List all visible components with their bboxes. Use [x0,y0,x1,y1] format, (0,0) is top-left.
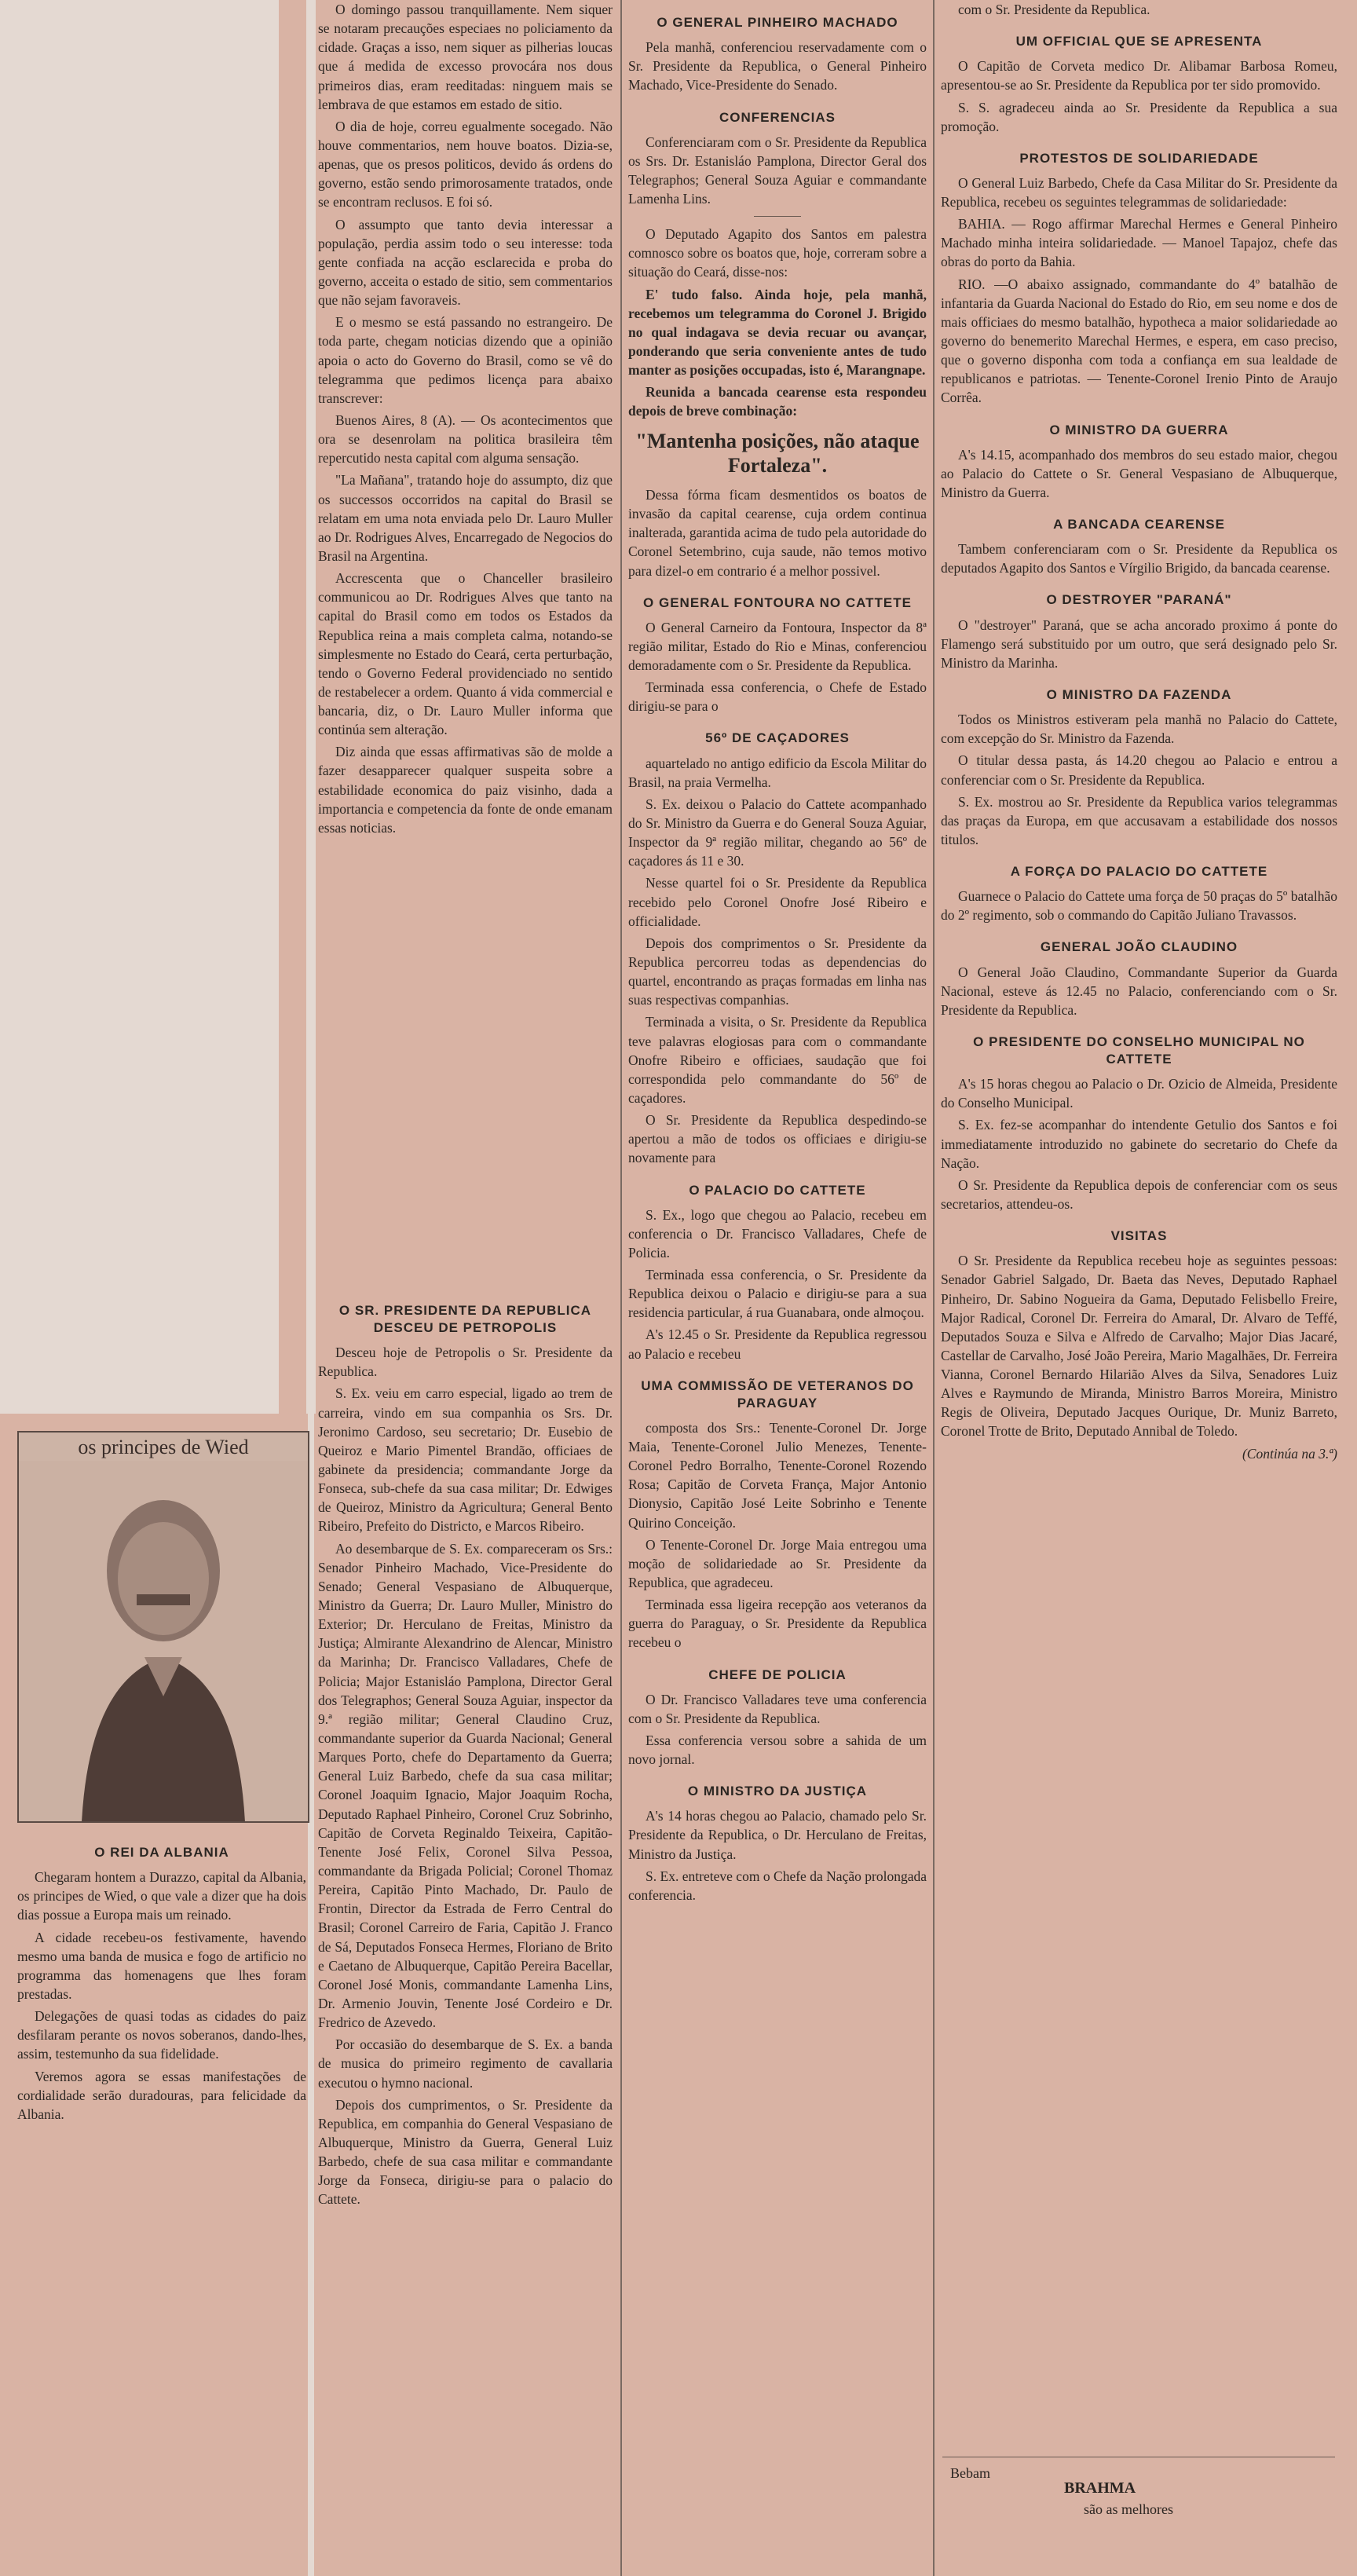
paragraph: O General Luiz Barbedo, Chefe da Casa Militar do Sr. Presidente da Republica, recebeu os seguintes telegrammas de solidariedade: [941,174,1337,210]
paragraph: O Sr. Presidente da Republica despedindo-se apertou a mão de todos os officiaes e dirigiu-se novamente para [628,1112,927,1166]
paragraph: S. Ex. fez-se acompanhar do intendente Getulio dos Santos e foi immediatamente introduzido no gabinete do secretario do Chefe da Nação. [941,1117,1337,1171]
headline-56: 56º DE CAÇADORES [705,730,850,746]
headline-albania: O REI DA ALBANIA [94,1845,229,1860]
paragraph: E' tudo falso. Ainda hoje, pela manhã, recebemos um telegramma do Coronel J. Brigido no qual indagava se devia recuar ou avançar, ponderando que seria conveniente antes de tudo manter as posições occupadas, isto é, Marangnape. [628,286,927,379]
paragraph: O Tenente-Coronel Dr. Jorge Maia entregou uma moção de solidariedade ao Sr. Presidente da Republica, que agradeceu. [628,1536,927,1591]
headline-conferencias: CONFERENCIAS [719,109,836,125]
paragraph: "La Mañana", tratando hoje do assumpto, diz que os successos occorridos na capital do Brasil se relatam em uma nota enviada pelo Dr. Lauro Muller ao Dr. Rodrigues Alves, Encarregado de Negocios do Brasil na Argentina. [318,472,613,564]
headline-claudino: GENERAL JOÃO CLAUDINO [1040,939,1238,955]
headline-petropolis: O SR. PRESIDENTE DA REPUBLICA DESCEU DE PETROPOLIS [338,1303,592,1336]
paragraph: Depois dos comprimentos o Sr. Presidente da Republica percorreu todas as dependencias do quartel, encontrando as praças formadas em linha nas suas respectivas companhias. [628,935,927,1008]
paragraph: composta dos Srs.: Tenente-Coronel Dr. Jorge Maia, Tenente-Coronel Julio Menezes, Tenente-Coronel Pedro Borralho, Tenente-Coronel Rozendo Rosa; Capitão de Corveta França, Major Antonio Dionysio, Capitão José Leite Sobrinho e Tenente Quirino Conceição. [628,1419,927,1531]
paragraph: BAHIA. — Rogo affirmar Marechal Hermes e General Pinheiro Machado minha inteira solidariedade. — Manoel Tapajoz, chefe das obras do porto da Bahia. [941,216,1337,270]
paragraph: Delegações de quasi todas as cidades do paiz desfilaram perante os novos soberanos, dando-lhes, assim, testemunho da sua fidelidade. [17,2008,306,2062]
portrait-image [19,1461,308,1822]
paragraph: Essa conferencia versou sobre a sahida de um novo jornal. [628,1732,927,1768]
photo-caption-top: os principes de Wied [78,1436,249,1458]
headline-protestos: PROTESTOS DE SOLIDARIEDADE [1019,150,1259,166]
paragraph: O Dr. Francisco Valladares teve uma conferencia com o Sr. Presidente da Republica. [628,1691,927,1726]
ad-tail: são as melhores [1084,2501,1173,2517]
quote: "Mantenha posições, não ataque Fortaleza". [635,429,920,477]
headline-guerra: O MINISTRO DA GUERRA [1049,422,1229,437]
headline-veteranos: UMA COMMISSÃO DE VETERANOS DO PARAGUAY [641,1378,914,1411]
paragraph: Tambem conferenciaram com o Sr. Presidente da Republica os deputados Agapito dos Santos e Vírgilio Brigido, da bancada cearense. [941,541,1337,576]
paragraph: S. Ex. mostrou ao Sr. Presidente da Republica varios telegrammas das praças da Europa, em que accusavam a estabilidade dos nossos titulos. [941,793,1337,847]
headline-pinheiro: O GENERAL PINHEIRO MACHADO [657,15,898,30]
paragraph: Terminada essa conferencia, o Sr. Presidente da Republica deixou o Palacio e dirigiu-se para a sua residencia particular, á rua Guanabara, onde almoçou. [628,1267,927,1321]
paragraph: S. Ex. veiu em carro especial, ligado ao trem de carreira, vindo em sua companhia os Srs. Dr. Jeronimo Cardoso, seu secretario; Dr. Eusebio de Queiroz e Mario Pimentel Brandão, officiaes de gabinete da presidencia; commandante Jorge da Fonseca, sub-chefe da sua casa militar; Dr. Edwiges de Queiroz, Ministro da Agricultura; General Bento Ribeiro, Prefeito do Districto, e Marcos Ribeiro. [318,1385,613,1535]
paragraph: O titular dessa pasta, ás 14.20 chegou ao Palacio e entrou a conferenciar com o Sr. Presidente da Republica. [941,752,1337,788]
paragraph: Desceu hoje de Petropolis o Sr. Presidente da Republica. [318,1345,613,1380]
paragraph: A's 12.45 o Sr. Presidente da Republica regressou ao Palacio e recebeu [628,1326,927,1362]
headline-destroyer: O DESTROYER "PARANÁ" [1046,592,1232,608]
column-4 [941,0,1337,2450]
paragraph: O Deputado Agapito dos Santos em palestra comnosco sobre os boatos que, hoje, correram sobre a situação do Ceará, disse-nos: [628,226,927,280]
paragraph: Guarnece o Palacio do Cattete uma força de 50 praças do 5º batalhão do 2º regimento, sob o commando do Capitão Juliano Travassos. [941,888,1337,924]
column-2-petropolis [318,1288,613,2576]
paper-strip-1-top [279,0,310,1414]
paragraph: A cidade recebeu-os festivamente, havendo mesmo uma banda de musica e fogo de artificio no programma das homenagens que lhes foram prestadas. [17,1929,306,2002]
continued-note: (Continúa na 3.ª) [1242,1445,1337,1462]
paragraph: Terminada a visita, o Sr. Presidente da Republica teve palavras elogiosas para com o commandante Onofre Ribeiro e officiaes, saudação que foi correspondida pelo commandante do 56º de caçadores. [628,1014,927,1106]
paragraph: Chegaram hontem a Durazzo, capital da Albania, os principes de Wied, o que vale a dizer que ha dois dias possue a Europa mais um reinado. [17,1869,306,1923]
paragraph: Terminada essa ligeira recepção aos veteranos da guerra do Paraguay, o Sr. Presidente da Republica recebeu o [628,1597,927,1651]
paragraph: O Sr. Presidente da Republica depois de conferenciar com os seus secretarios, attendeu-os. [941,1176,1337,1212]
paragraph: Por occasião do desembarque de S. Ex. a banda de musica do primeiro regimento de cavallaria executou o hymno nacional. [318,2036,613,2091]
paragraph: O dia de hoje, correu egualmente socegado. Não houve commentarios, nem houve boatos. Dizia-se, apenas, que os presos politicos, devido ás ordens do governo, estão sendo primorosamente tratados, onde se encontram reclusos. E foi só. [318,118,613,210]
paragraph: Reunida a bancada cearense esta respondeu depois de breve combinação: [628,384,927,419]
headline-chefe: CHEFE DE POLICIA [708,1667,847,1682]
headline-conselho: O PRESIDENTE DO CONSELHO MUNICIPAL NO CATTETE [973,1034,1305,1067]
headline-visitas: VISITAS [1110,1228,1168,1244]
headline-fazenda: O MINISTRO DA FAZENDA [1046,686,1232,702]
paragraph: O "destroyer" Paraná, que se acha ancorado proximo á ponte do Flamengo será substituido por um outro, que será designado pelo Sr. Ministro da Marinha. [941,617,1337,671]
torn-edge [306,0,316,1414]
paragraph: E o mesmo se está passando no estrangeiro. De toda parte, chegam noticias dizendo que a opinião apoia o acto do Governo do Brasil, como se vê do telegramma que pedimos licença para abaixo transcrever: [318,314,613,406]
paragraph: Conferenciaram com o Sr. Presidente da Republica os Srs. Dr. Estanisláo Pamplona, Director Geral dos Telegraphos; General Souza Aguiar e commandante Lamenha Lins. [628,134,927,207]
ad-bebam: Bebam [950,2465,990,2481]
paragraph: O General João Claudino, Commandante Superior da Guarda Nacional, esteve ás 12.45 no Palacio, conferenciando com o Sr. Presidente da Republica. [941,964,1337,1018]
paragraph: Depois dos cumprimentos, o Sr. Presidente da Republica, em companhia do General Vespasiano de Albuquerque, Ministro da Guerra, General Luiz Barbedo, chefe de sua casa militar e commandante Jorge da Fonseca, dirigiu-se para o palacio do Cattete. [318,2096,613,2208]
paragraph: S. Ex. deixou o Palacio do Cattete acompanhado do Sr. Ministro da Guerra e do General Souza Aguiar, Inspector da 9ª região militar, chegando ao 56º de caçadores ás 11 e 30. [628,796,927,869]
paragraph: O Capitão de Corveta medico Dr. Alibamar Barbosa Romeu, apresentou-se ao Sr. Presidente da Republica por ter sido promovido. [941,58,1337,93]
headline-palacio: O PALACIO DO CATTETE [689,1182,866,1198]
paragraph: A's 14 horas chegou ao Palacio, chamado pelo Sr. Presidente da Republica, o Dr. Herculano de Freitas, Ministro da Justiça. [628,1808,927,1862]
paragraph: O Sr. Presidente da Republica recebeu hoje as seguintes pessoas: Senador Gabriel Salgado, Dr. Baeta das Neves, Deputado Raphael Pinheiro, Dr. Sabino Nogueira da Gama, Deputado Felisbello Freire, Major Radical, Coronel Dr. Ferreira do Amaral, Dr. Alvaro de Teffé, Deputados Souza e Silva e Alfredo de Carvalho; Major Dias Jacaré, Castellar de Carvalho, José João Pereira, Mario Magalhães, Dr. Ferreira Vianna, Coronel Bernardo Hilarião Alves da Silva, Senadores Luiz Alves e Raymundo de Miranda, Ministro Barros Moreira, Ministro Regis de Oliveira, Deputado Jacques Ourique, Dr. Muniz Barreto, Coronel Trotte de Brito, Deputado Annibal de Toledo. [941,1253,1337,1440]
divider [754,216,801,217]
paragraph: Veremos agora se essas manifestações de cordialidade serão duradouras, para felicidade da Albania. [17,2068,306,2122]
advertisement [942,2457,1335,2544]
headline-forca: A FORÇA DO PALACIO DO CATTETE [1010,864,1268,880]
paragraph: Nesse quartel foi o Sr. Presidente da Republica recebido pelo Coronel Onofre José Ribeiro e officialidade. [628,875,927,929]
paragraph: Diz ainda que essas affirmativas são de molde a fazer desapparecer qualquer suspeita sobre a estabilidade economica do paiz visinho, dada a importancia e competencia da fonte de onde emanam essas noticias. [318,744,613,836]
headline-justica: O MINISTRO DA JUSTIÇA [687,1784,868,1799]
albania-article [17,1830,306,2568]
paragraph: aquartelado no antigo edificio da Escola Militar do Brasil, na praia Vermelha. [628,755,927,790]
paragraph: Pela manhã, conferenciou reservadamente com o Sr. Presidente da Republica, o General Pinheiro Machado, Vice-Presidente do Senado. [628,39,927,93]
paragraph: O General Carneiro da Fontoura, Inspector da 8ª região militar, Estado do Rio e Minas, conferenciou demoradamente com o Sr. Presidente da Republica. [628,619,927,674]
headline-fontoura: O GENERAL FONTOURA NO CATTETE [643,595,912,610]
paragraph: Dessa fórma ficam desmentidos os boatos de invasão da capital cearense, cuja ordem continua inalterada, garantida acima de tudo pela autoridade do Coronel Setembrino, cuja saude, não temos motivo para dizel-o em contrario é a melhor possivel. [628,486,927,579]
paragraph: Accrescenta que o Chanceller brasileiro communicou ao Dr. Rodrigues Alves que tanto na capital do Brasil como em todos os Estados da Republica reina a mais completa calma, notando-se simplesmente no Estado do Ceará, certa perturbação, tendo o Governo Federal providenciado no sentido de restabelecer a ordem. Quanto á vida commercial e bancaria, diz, o Dr. Lauro Muller informa que continúa sem alteração. [318,570,613,738]
ad-brahma: BRAHMA [1064,2479,1136,2497]
portrait-photo [17,1431,309,1823]
column-rule [933,0,935,2576]
paragraph: com o Sr. Presidente da Republica. [958,2,1150,17]
paragraph: S. Ex. entreteve com o Chefe da Nação prolongada conferencia. [628,1868,927,1903]
paragraph: Ao desembarque de S. Ex. compareceram os Srs.: Senador Pinheiro Machado, Vice-Presidente do Senado; General Vespasiano de Albuquerque, Ministro da Guerra; Dr. Lauro Muller, Ministro do Exterior; Dr. Herculano de Freitas, Ministro da Justiça; Almirante Alexandrino de Alencar, Ministro da Marinha; Dr. Francisco Valladares, Chefe de Policia; Major Estanisláo Pamplona, Director Geral dos Telegraphos; General Souza Aguiar, inspector da 9.ª região militar; General Claudino Cruz, commandante superior da Guarda Nacional; General Marques Porto, chefe do Departamento da Guerra; General Luiz Barbedo, chefe da sua casa militar; Coronel Joaquim Ignacio, Major Joaquim Rocha, Deputado Raphael Pinheiro, Coronel Cruz Sobrinho, Capitão de Corveta Reginaldo Teixeira, Capitão-Tenente José Felix, Coronel Silva Pessoa, commandante da Brigada Policial; Coronel Thomaz Pereira, Capitão Pinto Machado, Dr. Paulo de Frontin, Director da Estrada de Ferro Central do Brasil; Coronel Carreiro de Faria, Capitão J. Franco de Sá, Deputados Fonseca Hermes, Floriano de Brito e Caetano de Albuquerque, Capitão Pereira Bacellar, Coronel José Monis, commandante Lamenha Lins, Dr. Armenio Jouvin, Tenente José Cordeiro e Dr. Fredrico de Azevedo. [318,1540,613,2031]
column-rule [620,0,622,2576]
paragraph: A's 14.15, acompanhado dos membros do seu estado maior, chegou ao Palacio do Cattete o Sr. General Vespasiano de Albuquerque, Ministro da Guerra. [941,446,1337,500]
column-2-top [318,0,613,1288]
paragraph: S. Ex., logo que chegou ao Palacio, recebeu em conferencia o Dr. Francisco Valladares, Chefe de Policia. [628,1206,927,1261]
paragraph: O domingo passou tranquillamente. Nem siquer se notaram precauções especiaes no policiamento da cidade. Graças a isso, nem siquer as pilherias loucas que á medida de excesso provocára nos dous primeiros dias, eram reeditadas: ninguem mais se lembrava de que estamos em estado de sitio. [318,2,613,112]
paragraph: S. S. agradeceu ainda ao Sr. Presidente da Republica a sua promoção. [941,99,1337,134]
headline-bancada: A BANCADA CEARENSE [1053,517,1225,532]
paragraph: Todos os Ministros estiveram pela manhã no Palacio do Cattete, com excepção do Sr. Ministro da Fazenda. [941,712,1337,747]
paragraph: RIO. —O abaixo assignado, commandante do 4º batalhão de infantaria da Guarda Nacional do Estado do Rio, em seu nome e dos de mais officiaes do mesmo batalhão, hypotheca a maior solidariedade ao governo do benemerito Marechal Hermes, e espera, em caso preciso, que o governo disponha com toda a confiança em sua lealdade de republicanos e patriotas. — Tenente-Coronel Irenio Pinto de Araujo Corrêa. [941,276,1337,406]
paragraph: O assumpto que tanto devia interessar a população, perdia assim todo o seu interesse: toda gente confiada na acção esclarecida e proba do governo, acceita o estado de sitio, sem commentarios que não sejam favoraveis. [318,216,613,309]
paragraph: Terminada essa conferencia, o Chefe de Estado dirigiu-se para o [628,679,927,715]
paragraph: Buenos Aires, 8 (A). — Os acontecimentos que ora se desenrolam na politica brasileira têm repercutido nesta capital com alguma sensação. [318,412,613,467]
headline-official: UM OFFICIAL QUE SE APRESENTA [1015,34,1263,49]
column-3 [628,0,927,2576]
paragraph: A's 15 horas chegou ao Palacio o Dr. Ozicio de Almeida, Presidente do Conselho Municipal. [941,1076,1337,1111]
